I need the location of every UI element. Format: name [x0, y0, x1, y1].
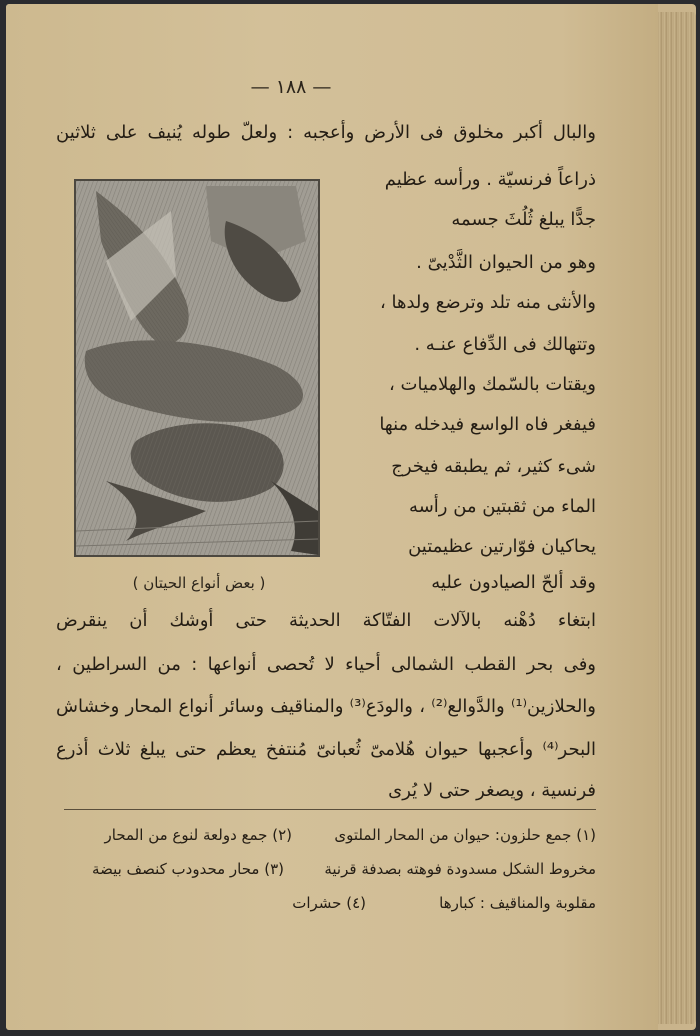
body-line: شىء كثير، ثم يطبقه فيخرج: [391, 456, 596, 477]
body-line: يحاكيان فوّارتين عظيمتين: [408, 536, 596, 557]
book-page: [6, 4, 658, 1030]
body-line: جدًّا يبلغ ثُلُثَ جسمه: [451, 209, 596, 230]
page-edges: [658, 12, 696, 1024]
body-line: والحلازين⁽¹⁾ والدَّوالع⁽²⁾ ، والودَع⁽³⁾ والمناقيف وسائر أنواع المحار وخشاش: [56, 696, 597, 717]
whale-engraving-image: [76, 181, 318, 555]
figure-caption: ( بعض أنواع الحيتان ): [132, 574, 266, 592]
body-line: الماء من ثقبتين من رأسه: [409, 496, 596, 517]
body-line: وتتهالك فى الدِّفاع عنـه .: [414, 334, 596, 355]
footnote-2: (٢) جمع دولعة لنوع من المحار: [104, 826, 292, 844]
whale-illustration: [74, 179, 320, 557]
body-line: وقد ألحّ الصيادون عليه: [431, 572, 596, 593]
body-line: والأنثى منه تلد وترضع ولدها ،: [379, 292, 596, 313]
body-line: فيفغر فاه الواسع فيدخله منها: [379, 414, 596, 435]
footnote-3: (٣) محار محدودب كنصف بيضة: [92, 860, 284, 878]
book: [6, 4, 696, 1030]
body-line: ذراعاً فرنسيّة . ورأسه عظيم: [384, 169, 596, 190]
footnote-divider: [64, 809, 596, 810]
body-line: وفى بحر القطب الشمالى أحياء لا تُحصى أنواعها : من السراطين ،: [56, 654, 596, 675]
footnote-4: (٤) حشرات: [292, 894, 366, 912]
body-line: فرنسية ، ويصغر حتى لا يُرى: [388, 780, 596, 801]
body-line: وهو من الحيوان الثَّدْيىّ .: [416, 252, 596, 273]
body-line: ويقتات بالسّمك والهلاميات ،: [389, 374, 596, 395]
footnote-1: (١) جمع حلزون: حيوان من المحار الملتوى: [334, 826, 596, 844]
footnote-1-continued: مخروط الشكل مسدودة فوهته بصدفة قرنية: [324, 860, 596, 878]
footnote-3-continued: مقلوبة والمناقيف : كبارها: [439, 894, 596, 912]
body-line: والبال أكبر مخلوق فى الأرض وأعجبه : ولعلّ طوله يُنيف على ثلاثين: [56, 122, 596, 143]
body-line: البحر⁽⁴⁾ وأعجبها حيوان هُلامىّ ثُعبانىّ مُنتفخ يعظم حتى يبلغ ثلاث أذرع: [56, 739, 596, 760]
page-number: — ١٨٨ —: [250, 76, 332, 98]
body-line: ابتغاء دُهْنه بالآلات الفتّاكة الحديثة حتى أوشك أن ينقرض: [56, 610, 596, 631]
